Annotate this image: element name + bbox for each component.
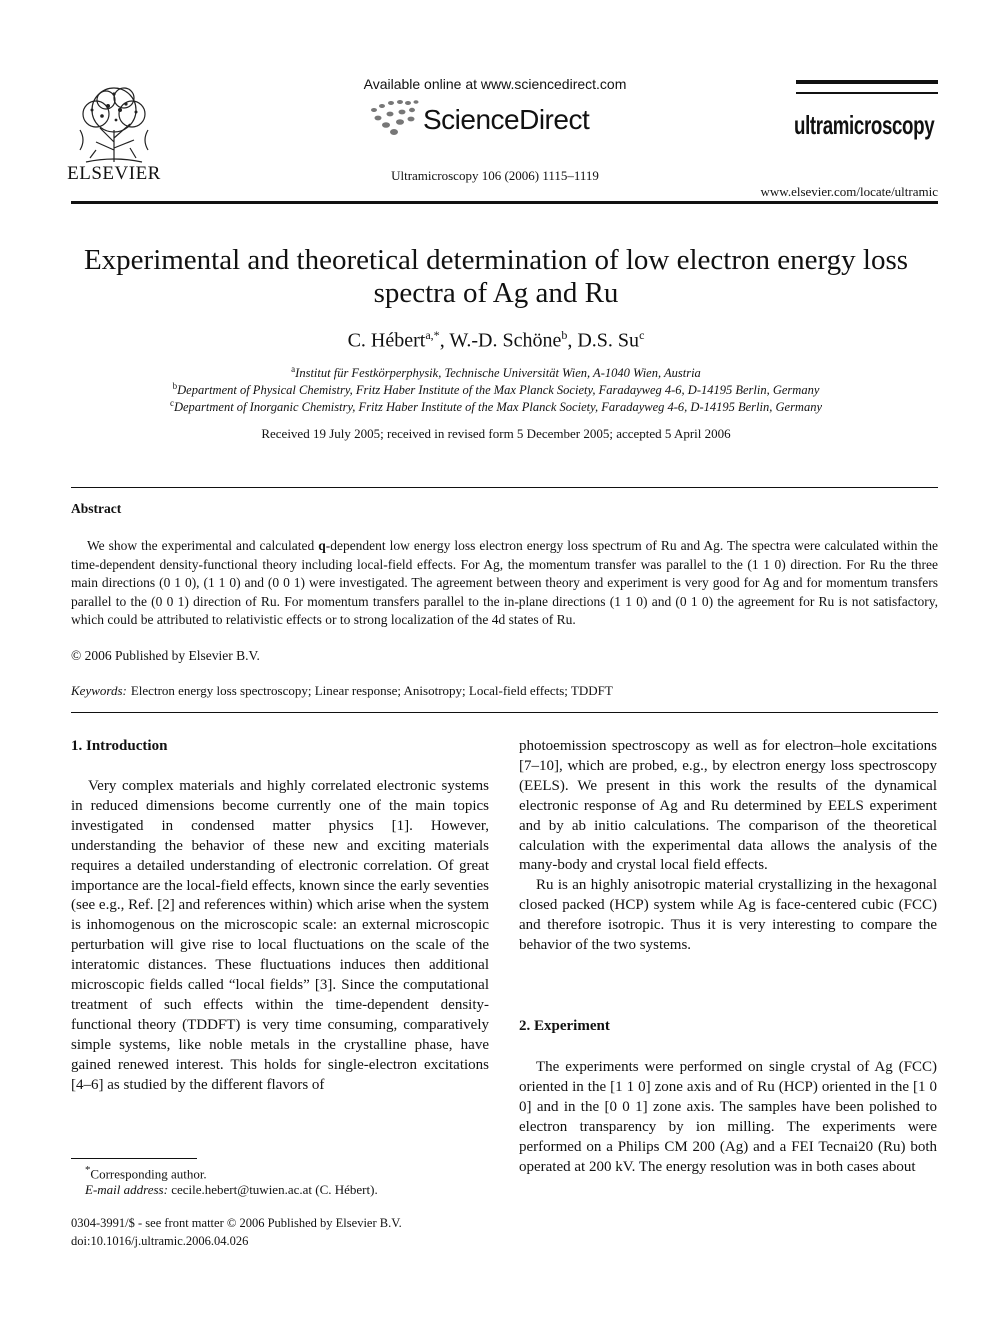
affiliation-mark: c — [169, 398, 174, 408]
affiliation — [40, 398, 952, 415]
affiliation — [40, 381, 952, 398]
footnote-rule — [71, 1158, 197, 1159]
paragraph: Ru is an highly anisotropic material crystallizing in the hexagonal closed packed (HCP) system while Ag is face-centered cubic (FCC) and therefore isotropic. Thus it is very interesting to compare the behavior of the two systems. — [519, 877, 937, 954]
sciencedirect-wordmark: ScienceDirect — [423, 104, 590, 135]
article-title: Experimental and theoretical determination of low electron energy loss spectra of Ag and Ru — [83, 244, 909, 309]
abstract-text: -dependent low energy loss electron energy loss spectrum of Ru and Ag. The spectra were calculated within the time-dependent density-functional theory including local-field effects. For Ag, the momentum transfer was parallel to the (1 1 0) direction. For Ru the three main directions (0 1 0), (1 1 0) and (0 0 1) were investigated. The agreement between theory and experiment is very good for Ag and for momentum transfers parallel to the (0 0 1) direction of Ru. For momentum transfers parallel to the in-plane directions (1 1 0) and (0 1 0) the agreement for Ru is not satisfactory, which could be attributed to relativistic effects or to strong localization of the 4d states of Ru. — [71, 538, 938, 628]
experiment-text — [519, 1058, 937, 1177]
abstract-heading: Abstract — [71, 501, 122, 516]
author-marks: b — [561, 328, 568, 342]
section-heading-introduction: 1. Introduction — [71, 738, 168, 754]
journal-masthead-bar — [796, 80, 938, 84]
paragraph: The experiments were performed on single crystal of Ag (FCC) oriented in the [1 1 0] zone axis and of Ru (HCP) oriented in the [1 0 0] and in the [0 0 1] zone axis. The samples have been polished to electron transparency by ion milling. The experiments were performed on a Philips CM 200 (Ag) and a FEI Tecnai20 (Ru) both operated at 200 kV. The energy resolution was in both cases about — [519, 1059, 937, 1175]
keywords-text: Electron energy loss spectroscopy; Linear response; Anisotropy; Local-field effects; TDDFT — [130, 683, 613, 698]
journal-name: ultramicroscopy — [794, 110, 935, 140]
abstract-bold-q: q — [318, 538, 326, 553]
section-heading-experiment: 2. Experiment — [519, 1018, 610, 1034]
author-name: C. Hébert — [347, 329, 426, 352]
keywords — [71, 683, 613, 699]
received-dates: Received 19 July 2005; received in revised form 5 December 2005; accepted 5 April 2006 — [261, 426, 731, 441]
footnote-corresponding — [71, 1164, 207, 1182]
footnote-text: Corresponding author. — [90, 1166, 207, 1182]
journal-masthead-bar-thin — [796, 92, 938, 94]
author-list: C. Hébert$^{a,*}$, W.-D. Schöne$^b$, D.S. Su$^c$ — [347, 328, 645, 352]
issn-line: 0304-3991/$ - see front matter © 2006 Published by Elsevier B.V. — [71, 1216, 402, 1230]
left-column — [71, 777, 489, 1096]
elsevier-wordmark: ELSEVIER — [67, 163, 161, 184]
abstract-text: We show the experimental and calculated — [87, 538, 319, 553]
footnote-mark: * — [85, 1164, 91, 1176]
affiliation-mark: b — [172, 381, 178, 391]
journal-reference: Ultramicroscopy 106 (2006) 1115–1119 — [391, 168, 599, 183]
abstract-copyright: © 2006 Published by Elsevier B.V. — [71, 648, 260, 663]
abstract-bottom-rule — [71, 712, 938, 713]
author-name: D.S. Su — [577, 329, 640, 352]
abstract-top-rule — [71, 487, 938, 488]
author-name: W.-D. Schöne — [449, 329, 562, 352]
header-divider — [71, 201, 938, 204]
abstract-body — [71, 537, 938, 630]
affiliation-mark: a — [291, 364, 296, 374]
paragraph: Very complex materials and highly correlated electronic systems in reduced dimensions become currently one of the main topics investigated in condensed matter physics [1]. However, understanding the behavior of these new and exciting materials requires a detailed understanding of electronic correlation. Of great importance are the local-field effects, known since the early seventies (see e.g., Ref. [2] and references within) which arise when the system is inhomogenous on the microscopic scale: an external microscopic perturbation will give rise to local fluctuations on the scale of the interatomic distances. These fluctuations induces then additional microscopic fields called “local fields” [3]. Since the computational treatment of such effects within the time-dependent density-functional theory (TDDFT) is very time consuming, comparatively simple systems, like noble metals in the crystalline phase, have gained renewed interest. This holds for single-electron excitations [4–6] as studied by the different flavors of — [71, 778, 489, 1093]
affiliation-text: Department of Physical Chemistry, Fritz Haber Institute of the Max Planck Society, Faradayweg 4-6, D-14195 Berlin, Germany — [177, 383, 820, 398]
footnote-email — [71, 1182, 378, 1198]
affiliation-text: Department of Inorganic Chemistry, Fritz Haber Institute of the Max Planck Society, Faradayweg 4-6, D-14195 Berlin, Germany — [173, 400, 823, 415]
paragraph: photoemission spectroscopy as well as for electron–hole excitations [7–10], which are probed, e.g., by electron energy loss spectroscopy (EELS). We present in this work the results of the dynamical electronic response of Ag and Ru determined by EELS experiment and by ab initio calculations. The comparison of the theoretical calculation with the experimental data allows the analysis of the many-body and crystal local field effects. — [519, 738, 937, 874]
affiliation — [40, 364, 952, 381]
author-marks: a,* — [425, 328, 440, 342]
affiliation-text: Institut für Festkörperphysik, Technische Universität Wien, A-1040 Wien, Austria — [295, 366, 701, 381]
doi-line[interactable]: doi:10.1016/j.ultramic.2006.04.026 — [71, 1234, 249, 1248]
email-address[interactable]: cecile.hebert@tuwien.ac.at (C. Hébert). — [171, 1182, 378, 1197]
email-label: E-mail address: — [85, 1182, 168, 1197]
keywords-label: Keywords: — [71, 683, 127, 698]
journal-url[interactable]: www.elsevier.com/locate/ultramic — [760, 184, 938, 199]
right-column — [519, 737, 937, 956]
available-online-text: Available online at www.sciencedirect.com — [363, 76, 627, 92]
author-marks: c — [639, 328, 645, 342]
